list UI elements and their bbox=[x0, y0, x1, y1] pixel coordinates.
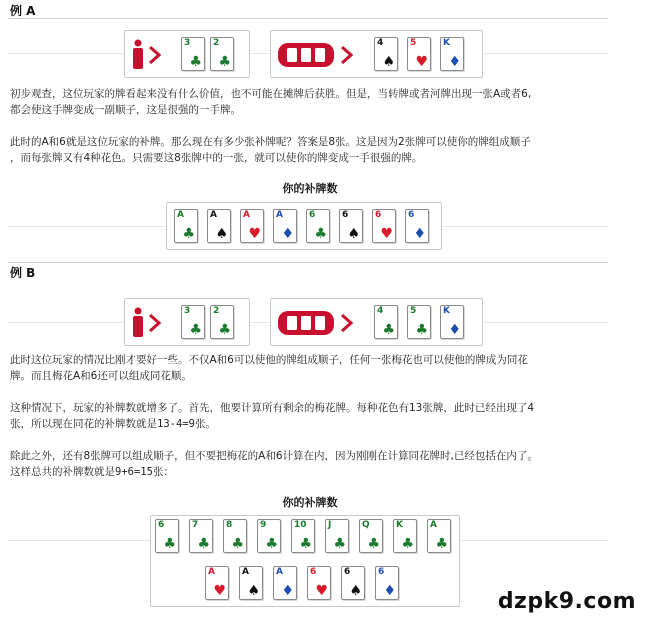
card-rank: 7 bbox=[192, 520, 199, 530]
clubs-suit-icon: ♣ bbox=[401, 536, 414, 552]
text-line: 牌。而且梅花A和6还可以组成同花顺。 bbox=[10, 370, 192, 382]
math-expression: 13-4=9 bbox=[157, 418, 195, 430]
chevron-right-icon bbox=[149, 46, 161, 64]
card-rank: 2 bbox=[213, 306, 220, 316]
card-rank: 6 bbox=[375, 210, 382, 220]
text-line: 初步观查，这位玩家的牌看起来没有什么价值，也不可能在摊牌后获胜。但是，当转牌或者河牌出现一张A或者6, bbox=[10, 88, 532, 100]
card-rank: 2 bbox=[213, 38, 220, 48]
playing-card-3-clubs bbox=[181, 305, 205, 339]
playing-card-3-clubs bbox=[181, 37, 205, 71]
card-rank: 4 bbox=[377, 306, 384, 316]
card-rank: 8 bbox=[226, 520, 233, 530]
playing-card-a-clubs bbox=[427, 519, 451, 553]
playing-card-a-diamonds bbox=[273, 209, 297, 243]
player-icon bbox=[131, 39, 145, 71]
clubs-suit-icon: ♣ bbox=[265, 536, 278, 552]
card-rank: A bbox=[276, 567, 283, 577]
hearts-suit-icon: ♥ bbox=[380, 226, 393, 242]
outs-panel bbox=[150, 515, 460, 607]
card-deck-icon bbox=[277, 310, 335, 336]
card-rank: A bbox=[243, 210, 250, 220]
playing-card-6-spades bbox=[341, 566, 365, 600]
diamonds-suit-icon: ♦ bbox=[448, 322, 461, 338]
card-rank: 3 bbox=[184, 306, 191, 316]
playing-card-6-diamonds bbox=[405, 209, 429, 243]
hearts-suit-icon: ♥ bbox=[415, 54, 428, 70]
diamonds-suit-icon: ♦ bbox=[281, 583, 294, 599]
playing-card-8-clubs bbox=[223, 519, 247, 553]
playing-card-6-hearts bbox=[372, 209, 396, 243]
playing-card-6-clubs bbox=[155, 519, 179, 553]
card-rank: A bbox=[430, 520, 437, 530]
clubs-suit-icon: ♣ bbox=[189, 54, 202, 70]
playing-card-k-diamonds bbox=[440, 305, 464, 339]
playing-card-j-clubs bbox=[325, 519, 349, 553]
card-rank: 3 bbox=[184, 38, 191, 48]
board-cards-panel bbox=[270, 30, 483, 78]
playing-card-a-spades bbox=[239, 566, 263, 600]
text-line: ，而每张牌又有4种花色。只需要这8张牌中的一张，就可以使你的牌变成一手很强的牌。 bbox=[10, 152, 423, 164]
playing-card-k-diamonds bbox=[440, 37, 464, 71]
diamonds-suit-icon: ♦ bbox=[413, 226, 426, 242]
text-segment: 张，所以现在同花的补牌数就是 bbox=[10, 418, 157, 430]
playing-card-a-diamonds bbox=[273, 566, 297, 600]
spades-suit-icon: ♠ bbox=[215, 226, 228, 242]
card-rank: K bbox=[396, 520, 403, 530]
clubs-suit-icon: ♣ bbox=[299, 536, 312, 552]
card-rank: 9 bbox=[260, 520, 267, 530]
chevron-right-icon bbox=[149, 314, 161, 332]
hole-cards-panel bbox=[124, 298, 250, 346]
spades-suit-icon: ♠ bbox=[347, 226, 360, 242]
card-rank: Q bbox=[362, 520, 370, 530]
diamonds-suit-icon: ♦ bbox=[281, 226, 294, 242]
outs-panel bbox=[166, 202, 442, 250]
board-cards-panel bbox=[270, 298, 483, 346]
clubs-suit-icon: ♣ bbox=[435, 536, 448, 552]
text-segment: 这样总共的补牌数就是 bbox=[10, 466, 115, 478]
playing-card-4-spades bbox=[374, 37, 398, 71]
chevron-right-icon bbox=[341, 314, 353, 332]
card-rank: A bbox=[276, 210, 283, 220]
outs-title: 你的补牌数 bbox=[282, 182, 338, 195]
playing-card-4-clubs bbox=[374, 305, 398, 339]
clubs-suit-icon: ♣ bbox=[163, 536, 176, 552]
diamonds-suit-icon: ♦ bbox=[448, 54, 461, 70]
example-b-heading: 例 B bbox=[10, 266, 36, 280]
clubs-suit-icon: ♣ bbox=[189, 322, 202, 338]
playing-card-5-clubs bbox=[407, 305, 431, 339]
playing-card-6-spades bbox=[339, 209, 363, 243]
playing-card-a-clubs bbox=[174, 209, 198, 243]
card-rank: A bbox=[242, 567, 249, 577]
text-line bbox=[10, 416, 600, 432]
playing-card-a-hearts bbox=[240, 209, 264, 243]
card-rank: 6 bbox=[344, 567, 351, 577]
playing-card-q-clubs bbox=[359, 519, 383, 553]
playing-card-6-clubs bbox=[306, 209, 330, 243]
spades-suit-icon: ♠ bbox=[382, 54, 395, 70]
card-rank: A bbox=[210, 210, 217, 220]
playing-card-k-clubs bbox=[393, 519, 417, 553]
card-deck-icon bbox=[277, 42, 335, 68]
playing-card-9-clubs bbox=[257, 519, 281, 553]
section-divider bbox=[8, 18, 608, 19]
text-line bbox=[10, 464, 600, 480]
clubs-suit-icon: ♣ bbox=[333, 536, 346, 552]
spades-suit-icon: ♠ bbox=[247, 583, 260, 599]
playing-card-10-clubs bbox=[291, 519, 315, 553]
math-expression: 9+6=15 bbox=[115, 466, 153, 478]
example-a-heading: 例 A bbox=[10, 4, 36, 18]
clubs-suit-icon: ♣ bbox=[182, 226, 195, 242]
card-rank: 6 bbox=[158, 520, 165, 530]
text-line: 此时这位玩家的情况比刚才要好一些。不仅A和6可以使他的牌组成顺子，任何一张梅花也可以使他的牌成为同花 bbox=[10, 354, 528, 366]
clubs-suit-icon: ♣ bbox=[218, 54, 231, 70]
playing-card-2-clubs bbox=[210, 305, 234, 339]
chevron-right-icon bbox=[341, 46, 353, 64]
clubs-suit-icon: ♣ bbox=[231, 536, 244, 552]
card-rank: 4 bbox=[377, 38, 384, 48]
card-rank: 6 bbox=[310, 567, 317, 577]
card-rank: A bbox=[177, 210, 184, 220]
clubs-suit-icon: ♣ bbox=[382, 322, 395, 338]
example-a-paragraph-1 bbox=[10, 86, 600, 118]
text-line: 这种情况下，玩家的补牌数就增多了。首先，他要计算所有剩余的梅花牌。每种花色有13张牌，此时已经出现了4 bbox=[10, 402, 535, 414]
card-rank: 6 bbox=[408, 210, 415, 220]
text-segment: 张。 bbox=[194, 418, 216, 430]
text-line: 都会使这手牌变成一副顺子，这是很强的一手牌。 bbox=[10, 104, 241, 116]
playing-card-6-diamonds bbox=[375, 566, 399, 600]
card-rank: 6 bbox=[378, 567, 385, 577]
card-rank: K bbox=[443, 38, 450, 48]
outs-title: 你的补牌数 bbox=[282, 496, 338, 509]
clubs-suit-icon: ♣ bbox=[314, 226, 327, 242]
example-b-paragraph-2 bbox=[10, 400, 600, 432]
playing-card-a-hearts bbox=[205, 566, 229, 600]
hearts-suit-icon: ♥ bbox=[315, 583, 328, 599]
example-b-paragraph-1 bbox=[10, 352, 600, 384]
card-rank: 5 bbox=[410, 306, 417, 316]
hole-cards-panel bbox=[124, 30, 250, 78]
clubs-suit-icon: ♣ bbox=[415, 322, 428, 338]
card-rank: A bbox=[208, 567, 215, 577]
hearts-suit-icon: ♥ bbox=[213, 583, 226, 599]
hearts-suit-icon: ♥ bbox=[248, 226, 261, 242]
card-rank: J bbox=[328, 520, 332, 530]
spades-suit-icon: ♠ bbox=[349, 583, 362, 599]
playing-card-2-clubs bbox=[210, 37, 234, 71]
card-rank: K bbox=[443, 306, 450, 316]
clubs-suit-icon: ♣ bbox=[218, 322, 231, 338]
card-rank: 6 bbox=[309, 210, 316, 220]
player-icon bbox=[131, 307, 145, 339]
card-rank: 6 bbox=[342, 210, 349, 220]
example-a-paragraph-2 bbox=[10, 134, 600, 166]
playing-card-5-hearts bbox=[407, 37, 431, 71]
playing-card-7-clubs bbox=[189, 519, 213, 553]
card-rank: 10 bbox=[294, 520, 307, 530]
playing-card-6-hearts bbox=[307, 566, 331, 600]
card-rank: 5 bbox=[410, 38, 417, 48]
playing-card-a-spades bbox=[207, 209, 231, 243]
clubs-suit-icon: ♣ bbox=[367, 536, 380, 552]
text-segment: 张： bbox=[152, 466, 174, 478]
section-divider bbox=[8, 262, 608, 263]
site-watermark: dzpk9.com bbox=[497, 589, 636, 614]
example-b-paragraph-3 bbox=[10, 448, 600, 480]
diamonds-suit-icon: ♦ bbox=[383, 583, 396, 599]
text-line: 此时的A和6就是这位玩家的补牌。那么现在有多少张补牌呢？答案是8张。这是因为2张牌可以使你的牌组成顺子 bbox=[10, 136, 531, 148]
clubs-suit-icon: ♣ bbox=[197, 536, 210, 552]
text-line: 除此之外，还有8张牌可以组成顺子，但不要把梅花的A和6计算在内，因为刚刚在计算同花牌时,已经包括在内了。 bbox=[10, 450, 538, 462]
